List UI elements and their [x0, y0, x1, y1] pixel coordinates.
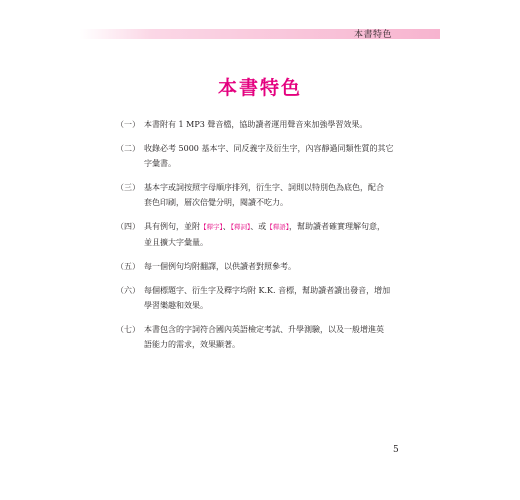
tag-shiyu: 【釋語】	[266, 223, 289, 231]
feature-item	[116, 259, 396, 274]
feature-item	[116, 283, 396, 313]
feature-item	[116, 180, 396, 210]
feature-text: 本書附有 1 MP3 聲音檔，協助讀者運用聲音來加強學習效果。	[144, 120, 368, 129]
feature-text	[144, 219, 396, 250]
feature-text: 收錄必考 5000 基本字、同反義字及衍生字，內容靜過同類性質的其它 字彙書。	[144, 144, 394, 168]
tag-shizi: 【釋字】	[200, 223, 223, 231]
running-header: 本書特色	[353, 30, 392, 40]
feature-text: 每一個例句均附翻譯，以供讀者對照參考。	[144, 262, 296, 271]
feature-text-sep: 、或	[250, 222, 267, 231]
feature-list	[116, 117, 396, 361]
feature-number: （六）	[116, 286, 140, 295]
page-number: 5	[393, 445, 399, 455]
feature-item	[116, 219, 396, 250]
feature-text-sep: 、	[222, 222, 231, 231]
feature-number: （二）	[116, 144, 140, 153]
feature-text-post: ，幫助讀者確實理解句意， 並且擴大字彙量。	[144, 222, 385, 247]
feature-text: 本書包含的字詞符合國內英語檢定考試、升學測驗，以及一般增進英 語能力的需求，效果顯著。	[144, 325, 384, 349]
feature-number: （一）	[116, 120, 140, 129]
feature-text-pre: 具有例句，並附	[144, 222, 200, 231]
feature-number: （七）	[116, 325, 140, 334]
page-title: 本書特色	[217, 77, 302, 99]
feature-number: （三）	[116, 183, 140, 192]
feature-text: 每個標題字、衍生字及釋字均附 K.K. 音標，幫助讀者讀出發音，增加 學習樂趣和效果。	[144, 286, 391, 310]
feature-item	[116, 141, 396, 171]
feature-text: 基本字或詞按照字母順序排列，衍生字、詞則以特別色為底色，配合 套色印刷，層次倍覺分明，閱讀不吃力。	[144, 183, 384, 207]
tag-shici: 【釋詞】	[230, 223, 251, 231]
feature-number: （四）	[116, 222, 140, 231]
feature-item	[116, 117, 396, 132]
feature-item	[116, 322, 396, 352]
feature-number: （五）	[116, 262, 140, 271]
